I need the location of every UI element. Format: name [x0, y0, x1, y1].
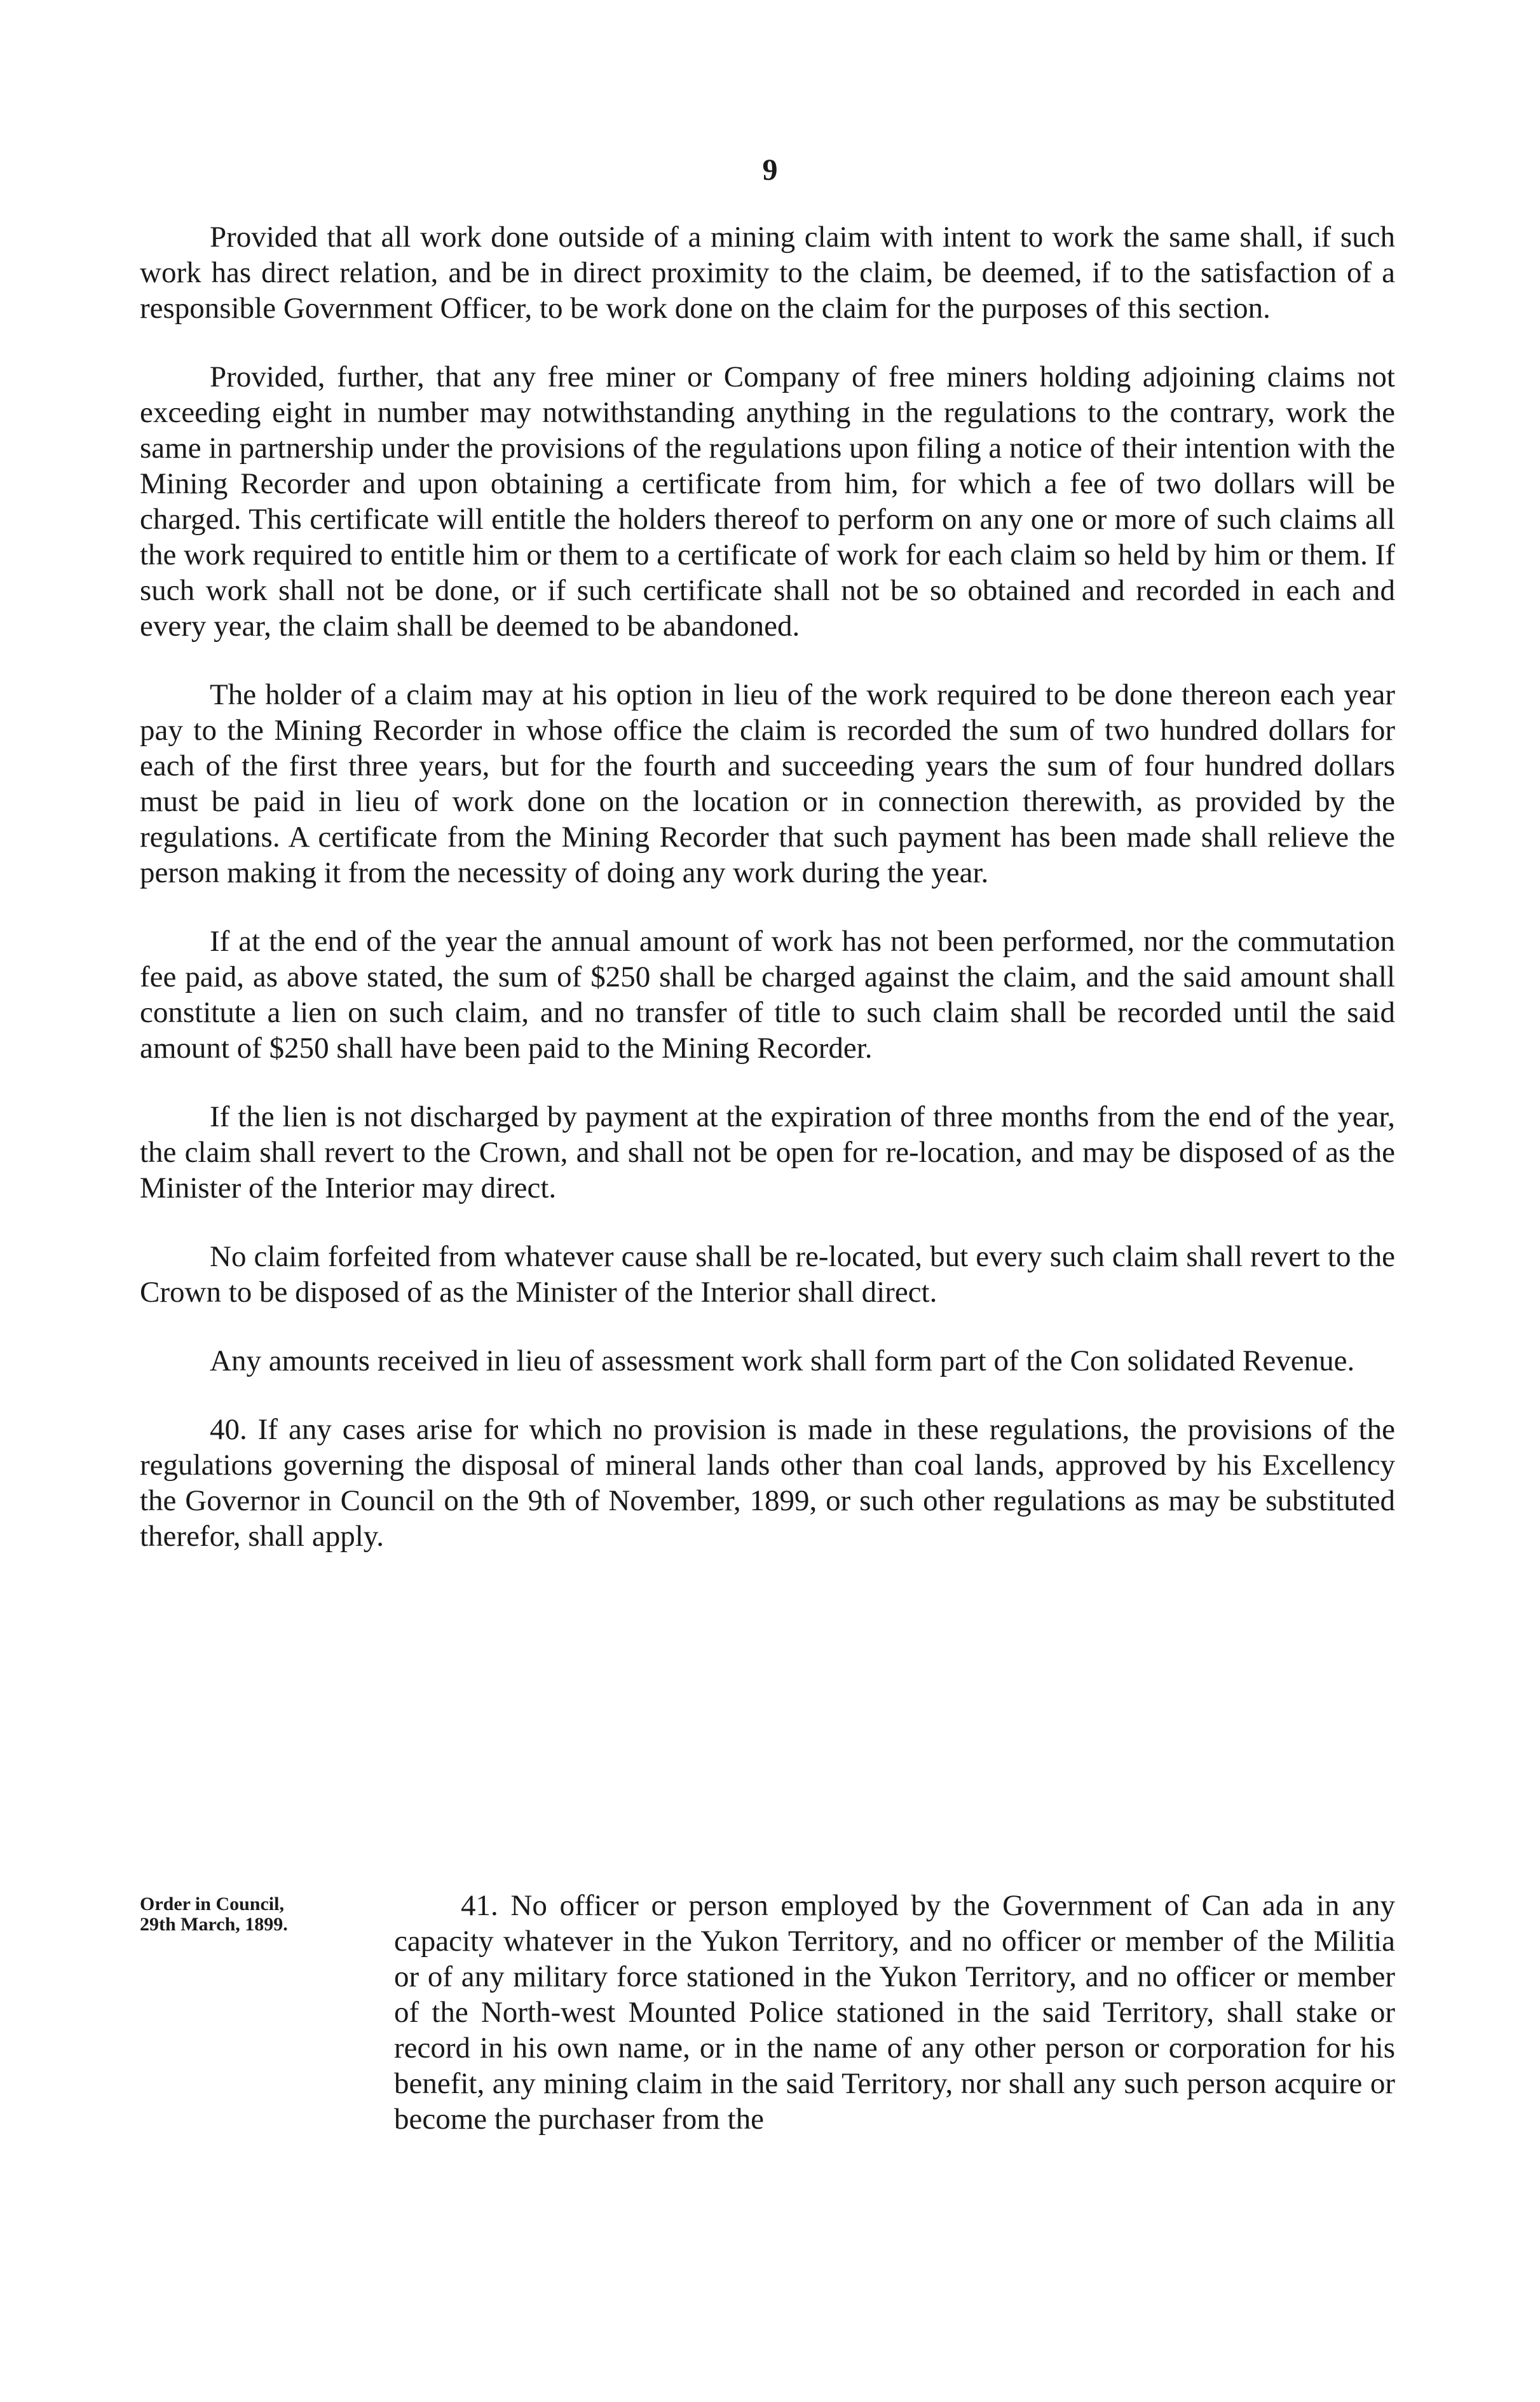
section-41-text: 41. No officer or person employed by the Government of Can ada in any capacity whatever in the Yukon Territory, and no officer or member of the Militia or of any military force stationed in the Yukon Territory, and no officer or member of the North-west Mounted Police stationed in the said Territory, shall stake or record in his own name, or in the name of any other person or corporation for his benefit, any mining claim in the said Territory, nor shall any such person acquire or become the purchaser from the — [394, 1889, 1395, 2136]
page-number: 9 — [762, 153, 778, 187]
paragraph-lien-charge: If at the end of the year the annual amount of work has not been performed, nor the commutation fee paid, as above stated, the sum of $250 shall be charged against the claim, and the said amount shall constitute a lien on such claim, and no transfer of title to such claim shall be recorded until the said amount of $250 shall have been paid to the Mining Recorder. — [140, 925, 1395, 1065]
paragraph-work-outside-claim: Provided that all work done outside of a mining claim with intent to work the same shall, if such work has direct relation, and be in direct proximity to the claim, be deemed, if to the satisfaction of a responsible Government Officer, to be work done on the claim for the purposes of this section. — [140, 221, 1395, 325]
margin-note-line1: Order in Council, — [140, 1894, 284, 1914]
paragraph-section-40: 40. If any cases arise for which no provision is made in these regulations, the provisions of the regulations governing the disposal of mineral lands other than coal lands, approved by his Excellency the Governor in Council on the 9th of November, 1899, or such other regulations as may be substituted therefor, shall apply. — [140, 1413, 1395, 1553]
paragraph-payment-in-lieu: The holder of a claim may at his option in lieu of the work required to be done thereon each year pay to the Mining Recorder in whose office the claim is recorded the sum of two hundred dollars for each of the first three years, but for the fourth and succeeding years the sum of four hundred dollars must be paid in lieu of work done on the location or in connection therewith, as provided by the regulations. A certificate from the Mining Recorder that such payment has been made shall relieve the person making it from the necessity of doing any work during the year. — [140, 678, 1395, 889]
margin-note — [140, 1894, 369, 1935]
margin-note-line2: 29th March, 1899. — [140, 1914, 288, 1935]
body-text — [140, 219, 1395, 1587]
paragraph-consolidated-revenue: Any amounts received in lieu of assessment work shall form part of the Con solidated Revenue. — [210, 1344, 1355, 1377]
paragraph-forfeited-claims: No claim forfeited from whatever cause shall be re-located, but every such claim shall revert to the Crown to be disposed of as the Minister of the Interior shall direct. — [140, 1240, 1395, 1309]
paragraph-partnership-claims: Provided, further, that any free miner or Company of free miners holding adjoining claims not exceeding eight in number may notwithstanding anything in the regulations to the contrary, work the same in partnership under the provisions of the regulations upon filing a notice of their intention with the Mining Recorder and upon obtaining a certificate from him, for which a fee of two dollars will be charged. This certificate will entitle the holders thereof to perform on any one or more of such claims all the work required to entitle him or them to a certificate of work for each claim so held by him or them. If such work shall not be done, or if such certificate shall not be so obtained and recorded in each and every year, the claim shall be deemed to be abandoned. — [140, 360, 1395, 643]
paragraph-lien-discharge: If the lien is not discharged by payment at the expiration of three months from the end of the year, the claim shall revert to the Crown, and shall not be open for re-location, and may be disposed of as the Minister of the Interior may direct. — [140, 1100, 1395, 1204]
